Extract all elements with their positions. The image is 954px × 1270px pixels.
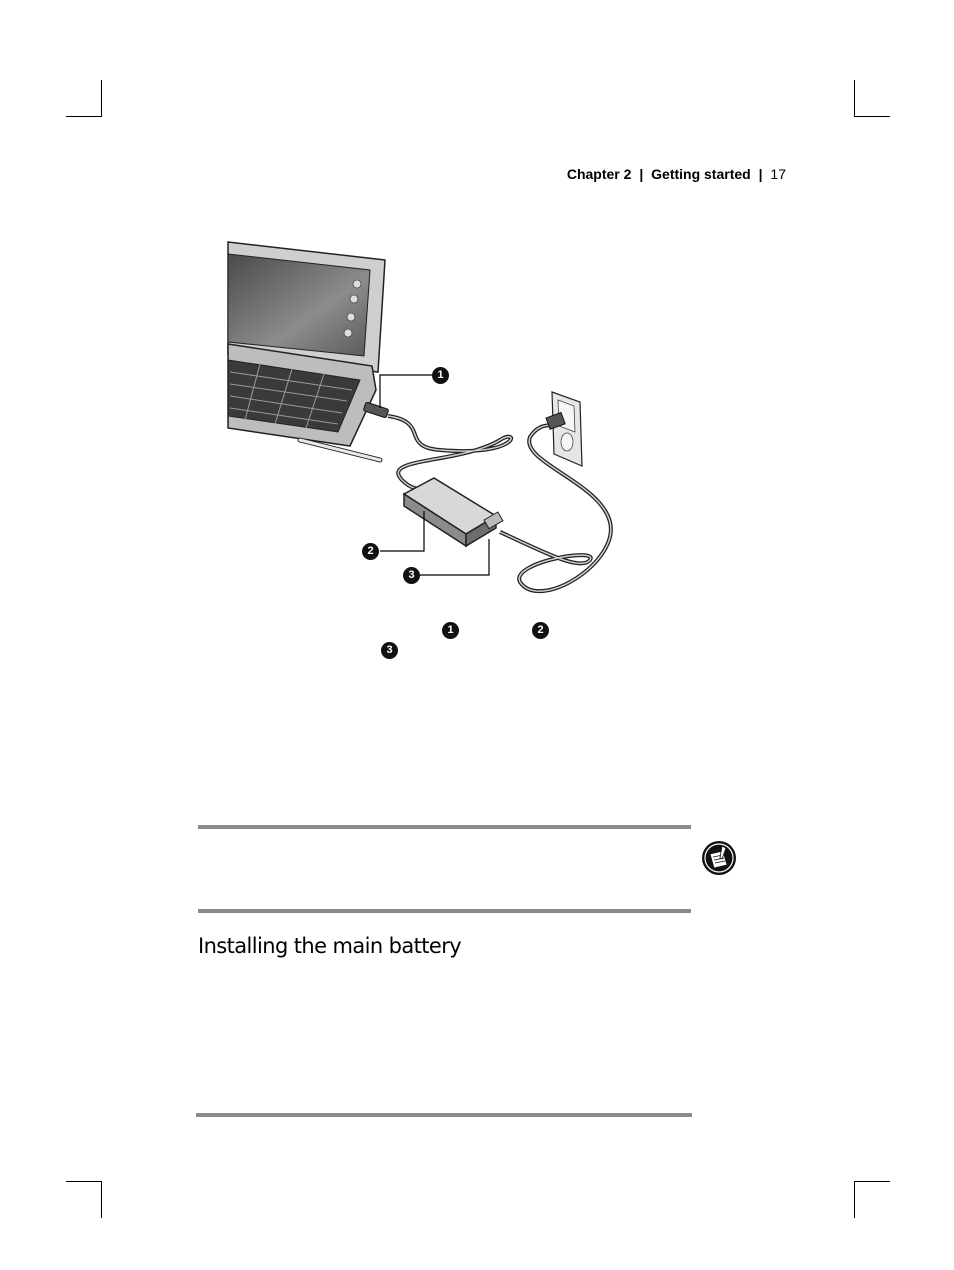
note-pencil-icon	[701, 840, 737, 876]
crop-mark	[854, 1181, 890, 1182]
header-separator: |	[639, 166, 644, 182]
caption-callout-1: 1	[442, 622, 459, 639]
callout-3: 3	[403, 567, 420, 584]
caption-callout-3: 3	[381, 642, 398, 659]
crop-mark	[101, 1182, 102, 1218]
chapter-label: Chapter 2	[566, 166, 632, 182]
crop-mark	[854, 116, 890, 117]
caption-callout-2: 2	[532, 622, 549, 639]
crop-mark	[66, 116, 102, 117]
page-number: 17	[770, 166, 786, 182]
crop-mark	[101, 80, 102, 116]
crop-mark	[854, 1182, 855, 1218]
note-bottom-rule	[198, 909, 691, 913]
section-heading: Installing the main battery	[198, 934, 462, 958]
note-top-rule	[198, 825, 691, 829]
section-bottom-rule	[196, 1113, 692, 1117]
crop-mark	[854, 80, 855, 116]
crop-mark	[66, 1181, 102, 1182]
callout-1: 1	[432, 367, 449, 384]
device-ac-adapter-illustration	[220, 232, 640, 612]
chapter-title: Getting started	[651, 166, 751, 182]
callout-2: 2	[362, 543, 379, 560]
header-separator: |	[758, 166, 763, 182]
running-head	[567, 166, 786, 182]
